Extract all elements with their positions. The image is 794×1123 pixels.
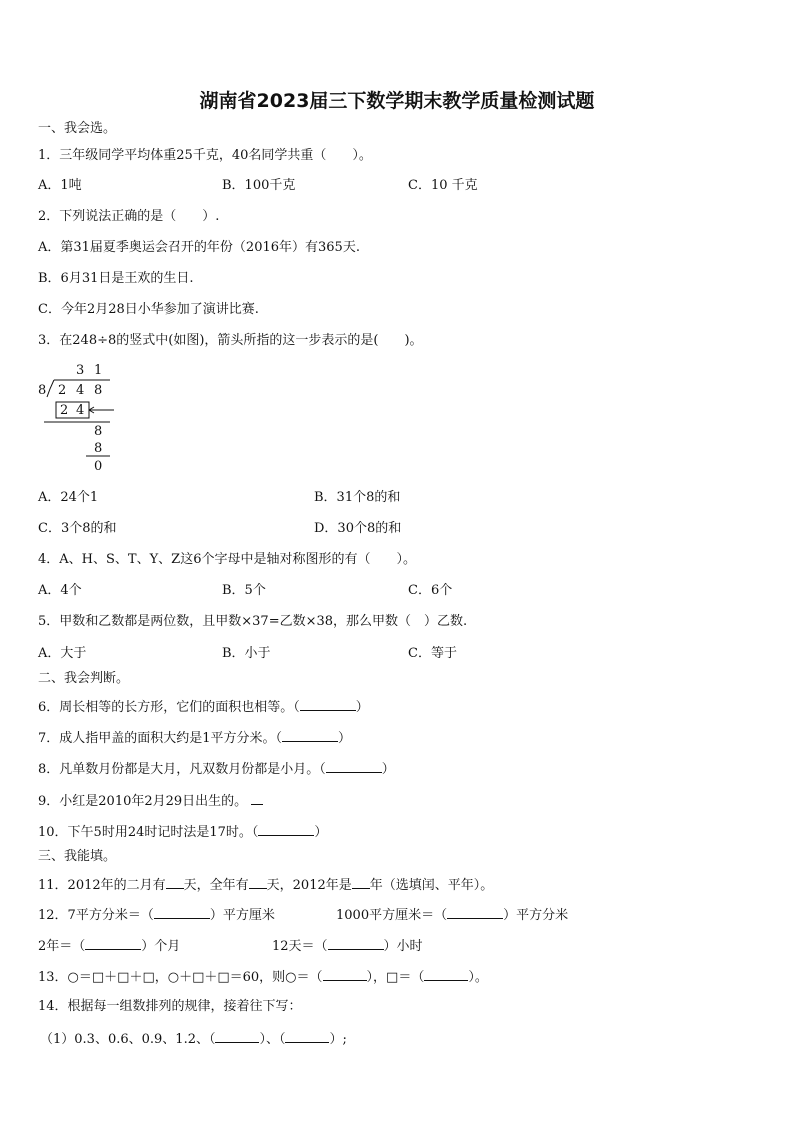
remainder-step: 8 [94, 441, 103, 456]
q11-blank-days-year[interactable] [249, 876, 267, 889]
q11-part: 11．2012年的二月有 [38, 878, 166, 893]
q5-option-b: B．小于 [222, 646, 271, 661]
q12-part: 1000平方厘米＝（ [336, 908, 448, 923]
q7-close: ） [338, 731, 352, 746]
q3-option-c: C．3个8的和 [38, 521, 117, 536]
remainder-final: 0 [94, 459, 103, 474]
q14-blank-1[interactable] [215, 1030, 259, 1043]
q2-option-a: A．第31届夏季奥运会召开的年份（2016年）有365天. [38, 240, 360, 255]
q12-blank-d[interactable] [328, 937, 384, 950]
question-5: 5．甲数和乙数都是两位数，且甲数×37=乙数×38，那么甲数（ ）乙数. [38, 614, 468, 629]
dividend-digit: 2 [58, 383, 67, 398]
question-13 [38, 968, 488, 986]
q1-option-c: C．10 千克 [408, 178, 478, 193]
question-4: 4．A、H、S、T、Y、Z这6个字母中是轴对称图形的有（ ）。 [38, 552, 416, 567]
question-11 [38, 876, 493, 894]
q8-answer-blank[interactable] [326, 760, 382, 773]
dividend-digit: 4 [76, 383, 85, 398]
q12-part: ）平方分米 [503, 908, 569, 923]
q11-blank-days-feb[interactable] [166, 876, 184, 889]
q4-option-a: A．4个 [38, 583, 82, 598]
question-12-row2-right [272, 937, 423, 955]
q14-blank-2[interactable] [285, 1030, 329, 1043]
question-2: 2．下列说法正确的是（ ）. [38, 209, 220, 224]
q6-answer-blank[interactable] [300, 698, 356, 711]
divisor: 8 [38, 383, 47, 398]
quotient-digit: 1 [94, 363, 103, 378]
question-12-row1 [38, 906, 275, 924]
dividend-digit: 8 [94, 383, 103, 398]
quotient-digit: 3 [76, 363, 85, 378]
q9-text: 9．小红是2010年2月29日出生的。 [38, 794, 248, 809]
remainder-step: 8 [94, 424, 103, 439]
q2-option-c: C．今年2月28日小华参加了演讲比赛. [38, 302, 259, 317]
q8-close: ） [381, 762, 395, 777]
q8-text: 8．凡单数月份都是大月，凡双数月份都是小月。（ [38, 762, 326, 777]
q12-part: ）个月 [141, 939, 181, 954]
q2-option-b: B．6月31日是王欢的生日. [38, 271, 194, 286]
q11-part: 天，全年有 [183, 878, 249, 893]
question-7 [38, 729, 351, 747]
q12-part: 2年＝（ [38, 939, 86, 954]
q3-option-d: D．30个8的和 [314, 521, 402, 536]
product-digit: 4 [76, 403, 85, 418]
question-1: 1．三年级同学平均体重25千克，40名同学共重（ ）。 [38, 148, 372, 163]
q10-answer-blank[interactable] [258, 823, 314, 836]
q7-text: 7．成人指甲盖的面积大约是1平方分米。（ [38, 731, 283, 746]
question-3: 3．在248÷8的竖式中(如图)，箭头所指的这一步表示的是( )。 [38, 333, 423, 348]
q12-part: 12．7平方分米＝（ [38, 908, 154, 923]
q4-option-b: B．5个 [222, 583, 266, 598]
division-lines [36, 360, 126, 480]
q1-option-b: B．100千克 [222, 178, 296, 193]
q6-text: 6．周长相等的长方形，它们的面积也相等。（ [38, 700, 300, 715]
q13-blank-circle[interactable] [323, 968, 367, 981]
q11-part: 天，2012年是 [266, 878, 352, 893]
question-14: 14．根据每一组数排列的规律，接着往下写： [38, 999, 302, 1014]
section-heading-1: 一、我会选。 [38, 121, 117, 136]
page-title: 湖南省2023届三下数学期末教学质量检测试题 [199, 90, 595, 112]
question-10 [38, 823, 327, 841]
q5-option-c: C．等于 [408, 646, 457, 661]
q10-close: ） [314, 825, 328, 840]
q4-option-c: C．6个 [408, 583, 453, 598]
q12-blank-b[interactable] [447, 906, 503, 919]
q3-option-a: A．24个1 [38, 490, 99, 505]
question-8 [38, 760, 395, 778]
q5-option-a: A．大于 [38, 646, 87, 661]
q9-answer-blank[interactable] [251, 792, 263, 805]
section-heading-3: 三、我能填。 [38, 849, 117, 864]
q12-blank-a[interactable] [154, 906, 210, 919]
q14-part: ）、（ [259, 1032, 286, 1047]
q7-answer-blank[interactable] [282, 729, 338, 742]
q14-part: ）; [329, 1032, 347, 1047]
question-9 [38, 792, 263, 810]
q13-part: ），□＝（ [366, 970, 425, 985]
q11-blank-year-type[interactable] [352, 876, 370, 889]
q14-part: （1）0.3、0.6、0.9、1.2、（ [40, 1032, 216, 1047]
q13-part: ）。 [468, 970, 488, 985]
q3-option-b: B．31个8的和 [314, 490, 401, 505]
q1-option-a: A．1吨 [38, 178, 82, 193]
product-digit: 2 [60, 403, 69, 418]
question-6 [38, 698, 369, 716]
q11-part: 年（选填闰、平年）。 [369, 878, 494, 893]
question-12-row1-right [336, 906, 568, 924]
long-division-figure [36, 360, 126, 480]
q10-text: 10．下午5时用24时记时法是17时。（ [38, 825, 259, 840]
q12-part: ）平方厘米 [209, 908, 275, 923]
q13-blank-square[interactable] [424, 968, 468, 981]
q12-blank-c[interactable] [85, 937, 141, 950]
q12-part: 12天＝（ [272, 939, 328, 954]
section-heading-2: 二、我会判断。 [38, 671, 130, 686]
q12-part: ）小时 [383, 939, 423, 954]
question-14-sub1 [40, 1030, 347, 1048]
q6-close: ） [355, 700, 369, 715]
q13-part: 13．○＝□＋□＋□，○＋□＋□＝60，则○＝（ [38, 970, 323, 985]
question-12-row2 [38, 937, 180, 955]
